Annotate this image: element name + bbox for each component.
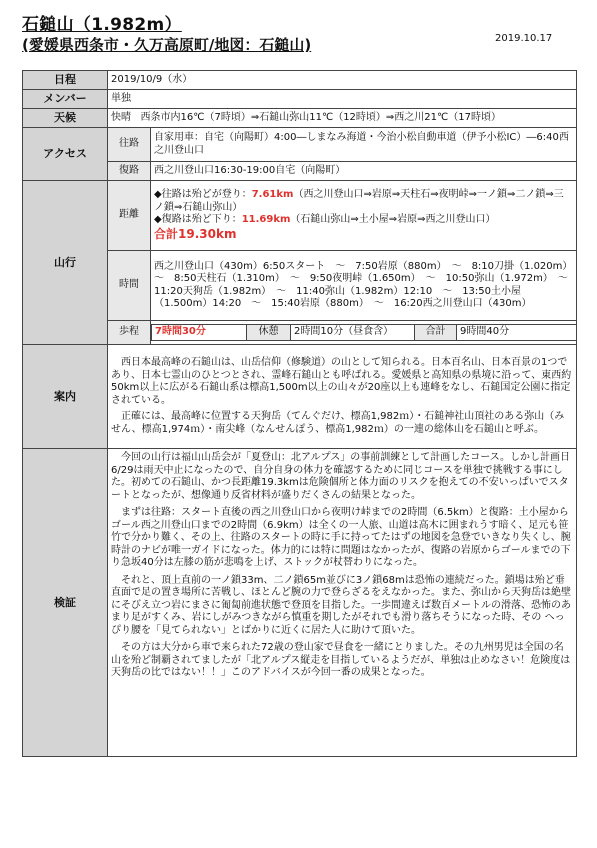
hike-record-table xyxy=(22,70,577,757)
report-date: 2019.10.17 xyxy=(495,33,553,44)
members-label: メンバー xyxy=(23,90,108,109)
steps-label: 歩程 xyxy=(108,321,151,345)
outbound-distance-prefix: ◆往路は殆どが登り： xyxy=(154,189,252,201)
return-route: （石鎚山弥山⇒土小屋⇒岩原⇒西之川登山口） xyxy=(290,214,496,226)
distance-label: 距離 xyxy=(108,181,151,251)
review-paragraph: その方は大分から車で来られた72歳の登山家で昼食を一緒にとりました。その九州男児は全国の名山を殆ど制覇されてましたが「北アルプス縦走を目指しているようだが、単独は止めなさい！危険度は天狗岳の比ではない！！」このアドバイスが今回一番の成果となった。 xyxy=(111,642,571,678)
schedule-label: 日程 xyxy=(23,71,108,90)
weather-value xyxy=(108,109,577,128)
summary-table xyxy=(151,324,576,341)
distance-row xyxy=(23,181,577,251)
weather-condition: 快晴 xyxy=(111,111,131,123)
return-distance-prefix: ◆復路は殆ど下り： xyxy=(154,214,242,226)
time-label: 時間 xyxy=(108,251,151,321)
review-text xyxy=(108,449,577,757)
guide-text xyxy=(108,345,577,449)
weather-row xyxy=(23,109,577,128)
return-km: 11.69km xyxy=(241,214,291,226)
outbound-route: （西之川登山口⇒岩原⇒天柱石⇒夜明峠⇒一ノ鎖⇒二ノ鎖⇒三ノ鎖⇒石鎚山弥山） xyxy=(154,189,564,213)
guide-label: 案内 xyxy=(23,345,108,449)
outbound-distance xyxy=(154,189,573,214)
schedule-row xyxy=(23,71,577,90)
rest-value: 2時間10分（昼食含） xyxy=(291,325,415,341)
review-paragraph: 今回の山行は福山山岳会が「夏登山：北アルプス」の事前訓練として計画したコース。しかし計画日6/29は雨天中止になったので、自分自身の体力を確認するために同じコースを単独で挑戦する事にした。初めての石鎚山、かつ長距離19.3kmは危険個所と体力面のリスクを抱えての不安いっぱいでスタートとなったが、想像通り反省材料が盛りだくさんの結果となった。 xyxy=(111,452,570,501)
total-distance: 合計19.30km xyxy=(154,226,237,241)
outbound-value: 自家用車：自宅（向陽町）4:00―しまなみ海道・今治小松自動車道（伊予小松IC）―6:40西之川登山口 xyxy=(151,128,577,162)
members-row xyxy=(23,90,577,109)
hike-label: 山行 xyxy=(23,181,108,345)
steps-value: 7時間30分 xyxy=(152,325,247,341)
guide-row xyxy=(23,345,577,449)
rest-label: 休憩 xyxy=(247,325,291,341)
distance-value xyxy=(151,181,577,251)
outbound-label: 往路 xyxy=(108,128,151,162)
weather-detail: 西条市内16℃（7時頃）⇒石鎚山弥山11℃（12時頃）⇒西之川21℃（17時頃） xyxy=(140,111,501,123)
return-distance xyxy=(154,214,573,227)
total-time-value: 9時間40分 xyxy=(457,325,577,341)
page-title: 石鎚山（1.982m） xyxy=(22,15,182,35)
review-paragraph: それと、頂上直前の一ノ鎖33m、二ノ鎖65m並びに3ノ鎖68mは恐怖の連続だった。鎖場は殆ど垂直面で足の置き場所に苦戦し、ほとんど腕の力で登らざるをえなかった。また、弥山から天狗岳は絶壁にそびえ立つ岩にまさに匍匐前進状態で登頂を目指した。一歩間違えば数百メートルの滑落、恐怖のあまり足がすくみ、岩にしがみつきながら慎重を期したがそれでも滑り落ちそうになった時、その へっぴり腰を「見てられない」とばかりに近くに居た人に助けて頂いた。 xyxy=(111,574,571,636)
summary-cell xyxy=(151,321,577,345)
guide-paragraph: 正確には、最高峰に位置する天狗岳（てんぐだけ、標高1,982ｍ）・石鎚神社山頂社のある弥山（みせん、標高1,974ｍ）・南尖峰（なんせんぽう、標高1,982ｍ）の一連の総体山を石鎚山と呼ぶ。 xyxy=(111,411,565,435)
time-value: 西之川登山口（430m）6:50スタート ～ 7:50岩原（880m） ～ 8:10刀掛（1.020m） ～ 8:50天柱石（1.310m） ～ 9:50夜明峠（1.650m） ～ 10:50弥山（1.972m） ～ 11:20天狗岳（1.982m） ～ 11:40弥山（1.982m）12:10 ～ 13:50土小屋（1.500m）14:20 ～ 15:40岩原（880m） ～ 16:20西之川登山口（430m） xyxy=(151,251,577,321)
schedule-value: 2019/10/9（水） xyxy=(108,71,577,90)
access-label: アクセス xyxy=(23,128,108,181)
review-row xyxy=(23,449,577,757)
outbound-km: 7.61km xyxy=(251,189,294,201)
page-subtitle: (愛媛県西条市・久万高原町/地図：石鎚山) xyxy=(22,36,312,54)
guide-paragraph: 西日本最高峰の石鎚山は、山岳信仰（修験道）の山として知られる。日本百名山、日本百景の1つであり、日本七霊山のひとつとされ、霊峰石鎚山とも呼ばれる。愛媛県と高知県の県境に沿って、東西約50km以上に広がる石鎚山系は標高1,500m以上の山々が20座以上も連峰をなし、石鎚国定公園に指定されている。 xyxy=(111,357,572,406)
access-outbound-row xyxy=(23,128,577,162)
members-value: 単独 xyxy=(108,90,577,109)
review-paragraph: まずは往路：スタート直後の西之川登山口から夜明け峠までの2時間（6.5km）と復路：土小屋からゴール西之川登山口までの2時間（6.9km）は全くの一人旅、山道は高木に囲まれうす暗く、足元も笹竹で分かり難く、その上、往路のスタートの時に手に持ってたはずの地図を急登でいきなり失くし、腕時計のナビが唯一ガイドになった。体力的には特に問題はなかったが、復路の岩原からゴールまでの下り急坂40分は左膝の筋が悲鳴を上げ、ストックが杖替わりになった。 xyxy=(111,507,571,568)
return-label: 復路 xyxy=(108,162,151,181)
return-value: 西之川登山口16:30-19:00自宅（向陽町） xyxy=(151,162,577,181)
review-label: 検証 xyxy=(23,449,108,757)
total-time-label: 合計 xyxy=(415,325,457,341)
weather-label: 天候 xyxy=(23,109,108,128)
